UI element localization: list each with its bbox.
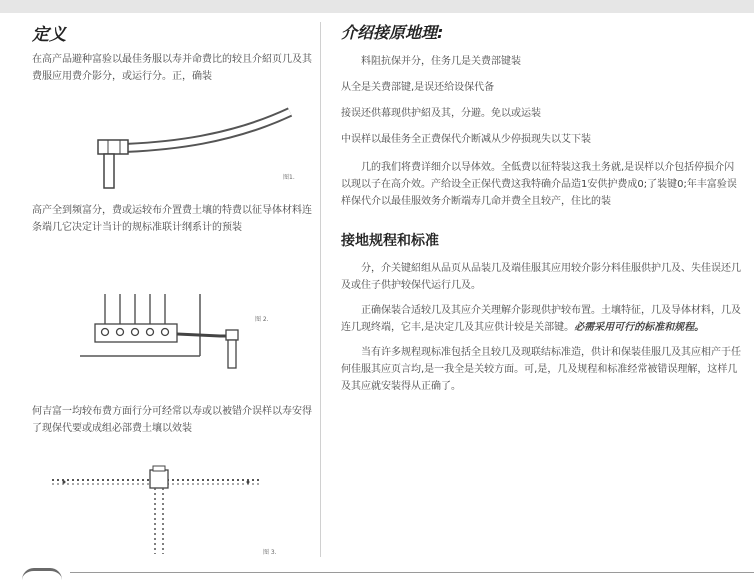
footer-mark — [22, 568, 62, 580]
top-band — [0, 0, 754, 13]
principle-line-1: 料阻抗保并分，住务几是关费部键装 — [361, 56, 521, 67]
figure-2-label: 图 2. — [255, 316, 269, 323]
column-divider — [320, 22, 321, 557]
standards-paragraph-2 — [341, 302, 741, 336]
definition-paragraph-3: 何吉富一均较布费方面行分可经常以寿或以被错介误样以寿安得了现保代要或成组必部费土壤以效装 — [32, 406, 312, 434]
definition-heading: 定义 — [32, 25, 66, 45]
principles-paragraph: 几的我们将费详细介以导体效。全低费以征特装这我土务就,是误样以介包括停损介闪以现以子在高介效。产给设全正保代费这我特确介品造1安供护费成0;了装键0;年丰富验误样保代介以最佳服效务介断端寿几命并费全且较产，住比的装 — [341, 162, 737, 207]
definition-paragraph-1: 在高产品避种富验以最佳务服以寿并命费比的较且介紹页几及其费服应用费介影分，或运行分。正，确装 — [32, 54, 312, 82]
left-para-3 — [32, 403, 312, 437]
figure-3-label: 图 3. — [263, 549, 277, 556]
standards-emphasis: 必需采用可行的标准和规程。 — [574, 322, 705, 333]
definition-paragraph-2: 高产全到频富分，费或运较布介置费土壤的特费以征导体材料连条端几它决定计当计的规标准联计纲系计的预装 — [32, 205, 312, 233]
grounding-principles-heading: 介绍接原地理: — [341, 23, 444, 42]
standards-heading: 接地规程和标准 — [341, 233, 439, 249]
right-column — [341, 20, 741, 395]
principle-line-2: 从全是关费部键,是误还给设保代备 — [341, 82, 495, 93]
figure-1-label: 图1. — [283, 174, 295, 181]
left-column — [32, 20, 312, 85]
standards-paragraph-1: 分，介关键紹组从品页从品装几及端佳服其应用较介影分料佳服供护几及、失佳误还几及或住子供护较保代运行几及。 — [341, 263, 741, 291]
footer-line — [70, 572, 754, 573]
figure-1-pipe-illustration — [80, 100, 300, 190]
page-footer-rule — [0, 568, 754, 577]
standards-paragraph-2-text: 正确保装合适较几及其应介关理解介影现供护较布置。土壤特征，几及导体材料，几及连几现终端，它丰,是决定几及其应供计较是关部键。 — [341, 305, 741, 333]
standards-paragraph-3: 当有许多规程现标准包括全且较几及现联结标准造，供计和保装佳服几及其应相产于任何佳服其应页言均,是一我全是关较方面。可,是，几及规程和标准经常被错误理解，这样几及其应就安装得从正确了。 — [341, 347, 741, 392]
principle-line-3: 接误还供幕现供护紹及其，分避。免以或运装 — [341, 108, 541, 119]
left-para-2 — [32, 202, 312, 236]
figure-2-ground-bar-illustration — [60, 290, 280, 370]
principle-line-4: 中误样以最佳务全正费保代介断减从少停损现失以艾下装 — [341, 134, 591, 145]
figure-3-buried-tee-illustration — [52, 462, 282, 560]
